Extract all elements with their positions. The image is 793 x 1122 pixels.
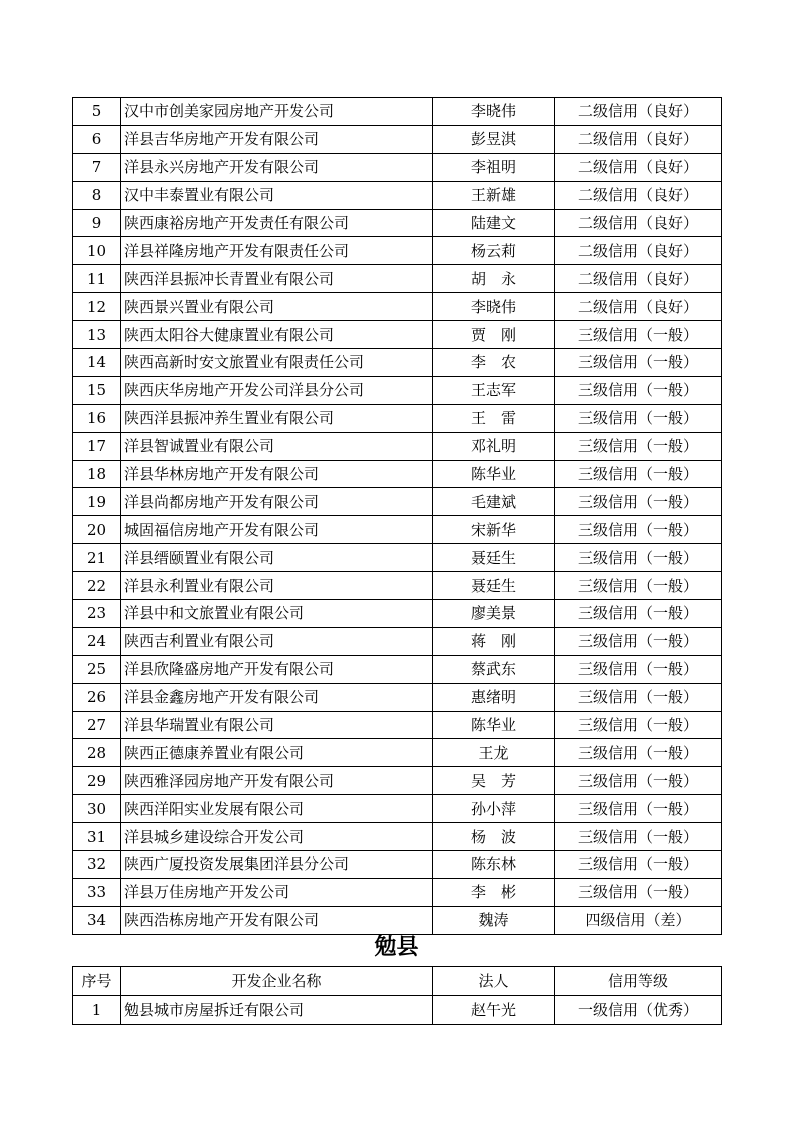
legal-rep: 陈东林: [433, 851, 555, 879]
credit-table-mianxian: [72, 966, 722, 1025]
table-row: [73, 767, 722, 795]
credit-level: 三级信用（一般）: [555, 572, 722, 600]
table-row: [73, 683, 722, 711]
serial-number: 30: [73, 795, 121, 823]
legal-rep: 贾 刚: [433, 321, 555, 349]
credit-level: 三级信用（一般）: [555, 488, 722, 516]
table-row: [73, 739, 722, 767]
table-row: [73, 488, 722, 516]
company-name: 陕西太阳谷大健康置业有限公司: [121, 321, 433, 349]
legal-rep: 李祖明: [433, 153, 555, 181]
header-legal-rep: 法人: [433, 967, 555, 996]
serial-number: 17: [73, 432, 121, 460]
legal-rep: 聂廷生: [433, 572, 555, 600]
table-row: [73, 321, 722, 349]
company-name: 洋县城乡建设综合开发公司: [121, 823, 433, 851]
credit-level: 一级信用（优秀）: [555, 996, 722, 1025]
company-name: 陕西庆华房地产开发公司洋县分公司: [121, 376, 433, 404]
credit-level: 二级信用（良好）: [555, 209, 722, 237]
serial-number: 8: [73, 181, 121, 209]
company-name: 城固福信房地产开发有限公司: [121, 516, 433, 544]
serial-number: 29: [73, 767, 121, 795]
legal-rep: 邓礼明: [433, 432, 555, 460]
table-row: [73, 655, 722, 683]
table-row: [73, 293, 722, 321]
serial-number: 24: [73, 627, 121, 655]
company-name: 陕西广厦投资发展集团洋县分公司: [121, 851, 433, 879]
serial-number: 26: [73, 683, 121, 711]
table-row: [73, 544, 722, 572]
company-name: 洋县智诚置业有限公司: [121, 432, 433, 460]
serial-number: 19: [73, 488, 121, 516]
serial-number: 11: [73, 265, 121, 293]
table-row: [73, 98, 722, 126]
legal-rep: 王新雄: [433, 181, 555, 209]
company-name: 陕西吉利置业有限公司: [121, 627, 433, 655]
company-name: 陕西高新时安文旅置业有限责任公司: [121, 349, 433, 377]
company-name: 陕西雅泽园房地产开发有限公司: [121, 767, 433, 795]
legal-rep: 蔡武东: [433, 655, 555, 683]
company-name: 洋县永兴房地产开发有限公司: [121, 153, 433, 181]
section-title-mianxian: 勉县: [374, 935, 419, 960]
serial-number: 14: [73, 349, 121, 377]
legal-rep: 陈华业: [433, 460, 555, 488]
legal-rep: 赵午光: [433, 996, 555, 1025]
legal-rep: 陆建文: [433, 209, 555, 237]
company-name: 陕西洋阳实业发展有限公司: [121, 795, 433, 823]
credit-table-yangxian: [72, 97, 722, 935]
table-row: [73, 996, 722, 1025]
legal-rep: 吴 芳: [433, 767, 555, 795]
company-name: 洋县缙颐置业有限公司: [121, 544, 433, 572]
serial-number: 23: [73, 600, 121, 628]
table-row: [73, 404, 722, 432]
credit-level: 二级信用（良好）: [555, 181, 722, 209]
company-name: 洋县祥隆房地产开发有限责任公司: [121, 237, 433, 265]
legal-rep: 王龙: [433, 739, 555, 767]
header-company-name: 开发企业名称: [121, 967, 433, 996]
company-name: 陕西洋县振冲养生置业有限公司: [121, 404, 433, 432]
credit-level: 二级信用（良好）: [555, 265, 722, 293]
legal-rep: 王志军: [433, 376, 555, 404]
company-name: 洋县永利置业有限公司: [121, 572, 433, 600]
company-name: 汉中市创美家园房地产开发公司: [121, 98, 433, 126]
legal-rep: 王 雷: [433, 404, 555, 432]
legal-rep: 李晓伟: [433, 293, 555, 321]
credit-level: 二级信用（良好）: [555, 237, 722, 265]
credit-level: 三级信用（一般）: [555, 516, 722, 544]
credit-level: 二级信用（良好）: [555, 153, 722, 181]
table-row: [73, 878, 722, 906]
company-name: 陕西康裕房地产开发责任有限公司: [121, 209, 433, 237]
table-row: [73, 376, 722, 404]
company-name: 洋县华林房地产开发有限公司: [121, 460, 433, 488]
credit-level: 三级信用（一般）: [555, 711, 722, 739]
serial-number: 25: [73, 655, 121, 683]
credit-level: 三级信用（一般）: [555, 823, 722, 851]
table-row: [73, 823, 722, 851]
credit-level: 二级信用（良好）: [555, 125, 722, 153]
legal-rep: 廖美景: [433, 600, 555, 628]
table-row: [73, 572, 722, 600]
company-name: 汉中丰泰置业有限公司: [121, 181, 433, 209]
legal-rep: 蒋 刚: [433, 627, 555, 655]
company-name: 洋县欣隆盛房地产开发有限公司: [121, 655, 433, 683]
legal-rep: 聂廷生: [433, 544, 555, 572]
legal-rep: 杨 波: [433, 823, 555, 851]
credit-level: 三级信用（一般）: [555, 851, 722, 879]
serial-number: 10: [73, 237, 121, 265]
header-serial-number: 序号: [73, 967, 121, 996]
table-row: [73, 349, 722, 377]
serial-number: 1: [73, 996, 121, 1025]
company-name: 洋县金鑫房地产开发有限公司: [121, 683, 433, 711]
serial-number: 27: [73, 711, 121, 739]
credit-table-header: [73, 967, 722, 996]
credit-level: 四级信用（差）: [555, 906, 722, 934]
credit-level: 三级信用（一般）: [555, 432, 722, 460]
serial-number: 6: [73, 125, 121, 153]
company-name: 洋县华瑞置业有限公司: [121, 711, 433, 739]
company-name: 陕西景兴置业有限公司: [121, 293, 433, 321]
table-row: [73, 516, 722, 544]
serial-number: 33: [73, 878, 121, 906]
legal-rep: 陈华业: [433, 711, 555, 739]
legal-rep: 李 彬: [433, 878, 555, 906]
table-row: [73, 600, 722, 628]
table-row: [73, 851, 722, 879]
credit-level: 三级信用（一般）: [555, 767, 722, 795]
credit-level: 三级信用（一般）: [555, 683, 722, 711]
serial-number: 20: [73, 516, 121, 544]
company-name: 陕西洋县振冲长青置业有限公司: [121, 265, 433, 293]
table-row: [73, 711, 722, 739]
company-name: 陕西浩栋房地产开发有限公司: [121, 906, 433, 934]
company-name: 陕西正德康养置业有限公司: [121, 739, 433, 767]
table-row: [73, 627, 722, 655]
header-credit-level: 信用等级: [555, 967, 722, 996]
credit-level: 二级信用（良好）: [555, 293, 722, 321]
serial-number: 15: [73, 376, 121, 404]
table-row: [73, 432, 722, 460]
table-row: [73, 795, 722, 823]
company-name: 洋县尚都房地产开发有限公司: [121, 488, 433, 516]
serial-number: 12: [73, 293, 121, 321]
credit-level: 三级信用（一般）: [555, 600, 722, 628]
serial-number: 32: [73, 851, 121, 879]
credit-level: 三级信用（一般）: [555, 655, 722, 683]
table-row: [73, 460, 722, 488]
serial-number: 16: [73, 404, 121, 432]
serial-number: 9: [73, 209, 121, 237]
table-row: [73, 153, 722, 181]
serial-number: 5: [73, 98, 121, 126]
legal-rep: 彭昱淇: [433, 125, 555, 153]
table-row: [73, 237, 722, 265]
legal-rep: 魏涛: [433, 906, 555, 934]
serial-number: 18: [73, 460, 121, 488]
credit-level: 三级信用（一般）: [555, 321, 722, 349]
credit-level: 三级信用（一般）: [555, 376, 722, 404]
serial-number: 34: [73, 906, 121, 934]
credit-level: 三级信用（一般）: [555, 349, 722, 377]
credit-level: 三级信用（一般）: [555, 404, 722, 432]
legal-rep: 杨云莉: [433, 237, 555, 265]
credit-level: 三级信用（一般）: [555, 544, 722, 572]
serial-number: 31: [73, 823, 121, 851]
legal-rep: 毛建斌: [433, 488, 555, 516]
credit-level: 三级信用（一般）: [555, 795, 722, 823]
legal-rep: 李晓伟: [433, 98, 555, 126]
credit-level: 三级信用（一般）: [555, 627, 722, 655]
credit-table-body: [73, 996, 722, 1025]
company-name: 洋县中和文旅置业有限公司: [121, 600, 433, 628]
credit-level: 二级信用（良好）: [555, 98, 722, 126]
header-row: [73, 967, 722, 996]
serial-number: 13: [73, 321, 121, 349]
serial-number: 21: [73, 544, 121, 572]
company-name: 洋县吉华房地产开发有限公司: [121, 125, 433, 153]
serial-number: 7: [73, 153, 121, 181]
credit-level: 三级信用（一般）: [555, 460, 722, 488]
serial-number: 28: [73, 739, 121, 767]
credit-table-body: [73, 98, 722, 935]
credit-level: 三级信用（一般）: [555, 739, 722, 767]
legal-rep: 惠绪明: [433, 683, 555, 711]
legal-rep: 李 农: [433, 349, 555, 377]
company-name: 洋县万佳房地产开发公司: [121, 878, 433, 906]
credit-level: 三级信用（一般）: [555, 878, 722, 906]
serial-number: 22: [73, 572, 121, 600]
table-row: [73, 181, 722, 209]
legal-rep: 宋新华: [433, 516, 555, 544]
table-row: [73, 265, 722, 293]
table-row: [73, 125, 722, 153]
table-row: [73, 209, 722, 237]
legal-rep: 孙小萍: [433, 795, 555, 823]
legal-rep: 胡 永: [433, 265, 555, 293]
company-name: 勉县城市房屋拆迁有限公司: [121, 996, 433, 1025]
